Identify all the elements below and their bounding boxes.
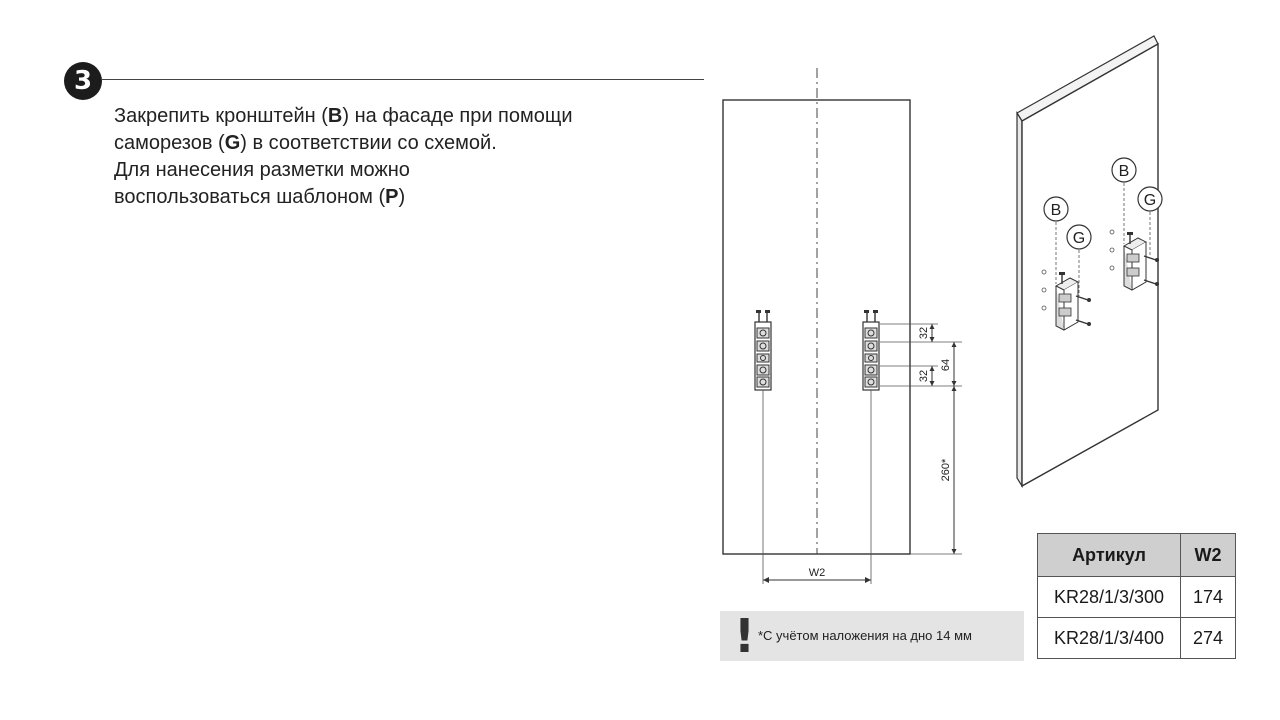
table-row bbox=[1038, 577, 1236, 618]
cell-article: KR28/1/3/300 bbox=[1038, 577, 1181, 618]
cell-w2: 174 bbox=[1181, 577, 1236, 618]
callout-screw-left bbox=[1067, 225, 1091, 249]
dim-32-top-label: 32 bbox=[918, 326, 930, 340]
table-header-row bbox=[1038, 534, 1236, 577]
svg-text:G: G bbox=[1143, 192, 1157, 209]
svg-text:G: G bbox=[1072, 230, 1086, 247]
note-text: *С учётом наложения на дно 14 мм bbox=[758, 628, 972, 643]
svg-text:B: B bbox=[1118, 163, 1130, 180]
callout-screw-right bbox=[1138, 187, 1162, 211]
header-w2: W2 bbox=[1181, 534, 1236, 577]
dim-260-label: 260* bbox=[940, 458, 952, 482]
callout-bracket-left bbox=[1044, 197, 1068, 221]
instruction-line-2: саморезов (G) в соответствии со схемой. bbox=[114, 132, 497, 154]
table-row bbox=[1038, 618, 1236, 659]
callout-bracket-right bbox=[1112, 158, 1136, 182]
header-article: Артикул bbox=[1038, 534, 1181, 577]
article-table bbox=[1037, 533, 1236, 659]
cell-w2: 274 bbox=[1181, 618, 1236, 659]
dim-64-label: 64 bbox=[940, 358, 952, 372]
instruction-line-4: воспользоваться шаблоном (P) bbox=[114, 186, 406, 208]
svg-text:B: B bbox=[1050, 202, 1062, 219]
warning-icon: ! bbox=[734, 609, 755, 663]
iso-panel-side-edge bbox=[1017, 113, 1022, 486]
instruction-line-1: Закрепить кронштейн (B) на фасаде при помощи bbox=[114, 105, 573, 127]
left-bracket-front bbox=[755, 310, 771, 390]
w2-dimension-label: W2 bbox=[808, 567, 826, 579]
cell-article: KR28/1/3/400 bbox=[1038, 618, 1181, 659]
note-box bbox=[720, 611, 1024, 661]
dim-32-bottom-label: 32 bbox=[918, 369, 930, 383]
right-bracket-front bbox=[863, 310, 879, 390]
step-number-badge: 3 bbox=[64, 62, 102, 100]
instruction-line-3: Для нанесения разметки можно bbox=[114, 159, 410, 181]
